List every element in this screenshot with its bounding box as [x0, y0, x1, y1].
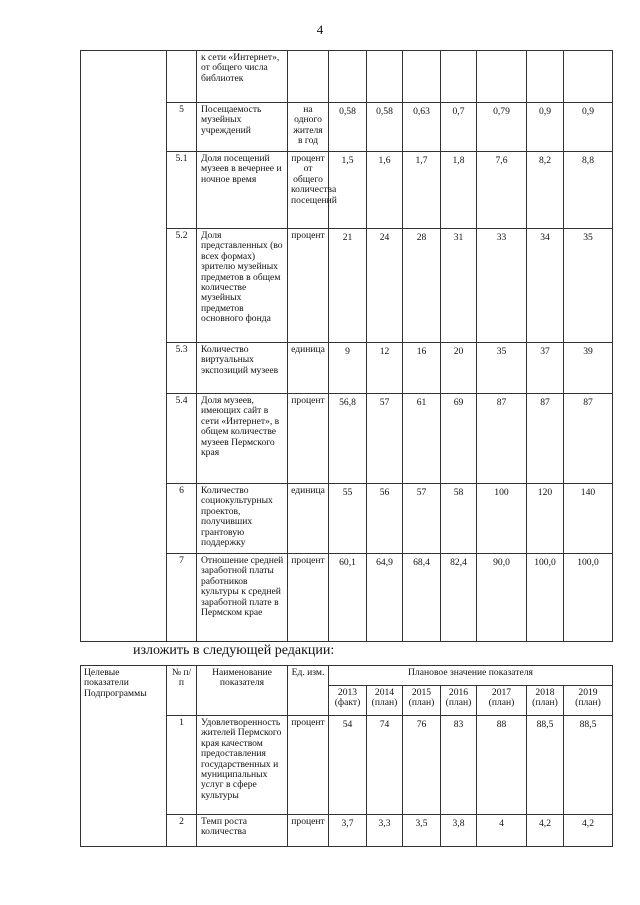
indicator-name: Темп роста количества — [197, 815, 288, 847]
value: 100,0 — [564, 554, 613, 642]
value: 61 — [403, 394, 441, 484]
value: 87 — [477, 394, 527, 484]
indicator-name: Доля представленных (во всех формах) зрителю музейных предметов в общем количестве музейных предметов основного фонда — [197, 229, 288, 343]
num-header: № п/п — [167, 666, 197, 716]
value — [527, 51, 564, 103]
value: 54 — [329, 716, 367, 815]
value: 4,2 — [527, 815, 564, 847]
value: 74 — [367, 716, 403, 815]
value: 55 — [329, 484, 367, 554]
year-header: 2016 (план) — [441, 686, 477, 716]
unit: процент — [288, 229, 329, 343]
row-num: 7 — [167, 554, 197, 642]
value — [403, 51, 441, 103]
indicator-name: Количество виртуальных экспозиций музеев — [197, 343, 288, 394]
amendment-caption: изложить в следующей редакции: — [133, 643, 335, 658]
indicators-table-new — [80, 665, 613, 847]
value: 24 — [367, 229, 403, 343]
value: 83 — [441, 716, 477, 815]
value: 0,9 — [527, 103, 564, 152]
value: 21 — [329, 229, 367, 343]
value: 100 — [477, 484, 527, 554]
page-number: 4 — [316, 22, 324, 37]
value — [367, 51, 403, 103]
value: 69 — [441, 394, 477, 484]
value: 35 — [564, 229, 613, 343]
name-header: Наименование показателя — [197, 666, 288, 716]
value: 39 — [564, 343, 613, 394]
row-num: 5.3 — [167, 343, 197, 394]
unit: процент — [288, 815, 329, 847]
value: 3,3 — [367, 815, 403, 847]
value: 3,8 — [441, 815, 477, 847]
row-num: 5.1 — [167, 152, 197, 229]
unit: единица — [288, 343, 329, 394]
value: 0,58 — [329, 103, 367, 152]
value: 56,8 — [329, 394, 367, 484]
year-header: 2015 (план) — [403, 686, 441, 716]
value: 1,7 — [403, 152, 441, 229]
indicator-name: Отношение средней заработной платы работников культуры к средней заработной плате в Пермском крае — [197, 554, 288, 642]
row-num: 5.2 — [167, 229, 197, 343]
value: 4,2 — [564, 815, 613, 847]
value: 57 — [367, 394, 403, 484]
row-num: 5 — [167, 103, 197, 152]
value: 7,6 — [477, 152, 527, 229]
goal-cell — [81, 51, 167, 642]
indicator-name: Доля посещений музеев в вечернее и ночное время — [197, 152, 288, 229]
value: 68,4 — [403, 554, 441, 642]
value: 1,8 — [441, 152, 477, 229]
value: 8,8 — [564, 152, 613, 229]
value — [477, 51, 527, 103]
value: 0,7 — [441, 103, 477, 152]
row-num: 1 — [167, 716, 197, 815]
indicator-name: Удовлетворенность жителей Пермского края качеством предоставления государственных и муниципальных услуг в сфере культуры — [197, 716, 288, 815]
value: 82,4 — [441, 554, 477, 642]
value: 87 — [564, 394, 613, 484]
row-num: 5.4 — [167, 394, 197, 484]
unit: процент — [288, 716, 329, 815]
year-header: 2014 (план) — [367, 686, 403, 716]
indicator-name: Посещаемость музейных учреждений — [197, 103, 288, 152]
unit: на одного жителя в год — [288, 103, 329, 152]
value: 57 — [403, 484, 441, 554]
value: 88 — [477, 716, 527, 815]
value: 87 — [527, 394, 564, 484]
value: 9 — [329, 343, 367, 394]
value: 1,6 — [367, 152, 403, 229]
row-num: 2 — [167, 815, 197, 847]
value: 28 — [403, 229, 441, 343]
value: 0,9 — [564, 103, 613, 152]
value: 90,0 — [477, 554, 527, 642]
value: 33 — [477, 229, 527, 343]
value: 31 — [441, 229, 477, 343]
unit: процент от общего количества посещений — [288, 152, 329, 229]
value: 37 — [527, 343, 564, 394]
goal-header: Целевые показатели Подпрограммы — [81, 666, 167, 847]
indicator-name: Доля музеев, имеющих сайт в сети «Интернет», в общем количестве музеев Пермского края — [197, 394, 288, 484]
unit: процент — [288, 554, 329, 642]
value: 35 — [477, 343, 527, 394]
unit: процент — [288, 394, 329, 484]
value: 0,79 — [477, 103, 527, 152]
value: 56 — [367, 484, 403, 554]
value: 60,1 — [329, 554, 367, 642]
indicators-table-old — [80, 50, 613, 642]
value: 76 — [403, 716, 441, 815]
value — [564, 51, 613, 103]
value: 0,58 — [367, 103, 403, 152]
value: 20 — [441, 343, 477, 394]
unit — [288, 51, 329, 103]
plan-header: Плановое значение показателя — [329, 666, 613, 686]
value: 120 — [527, 484, 564, 554]
year-header: 2019 (план) — [564, 686, 613, 716]
unit-header: Ед. изм. — [288, 666, 329, 716]
value: 4 — [477, 815, 527, 847]
row-num — [167, 51, 197, 103]
row-num: 6 — [167, 484, 197, 554]
value: 8,2 — [527, 152, 564, 229]
indicator-name: к сети «Интернет», от общего числа библиотек — [197, 51, 288, 103]
value: 88,5 — [564, 716, 613, 815]
value: 88,5 — [527, 716, 564, 815]
value: 3,5 — [403, 815, 441, 847]
value: 58 — [441, 484, 477, 554]
value: 34 — [527, 229, 564, 343]
year-header: 2017 (план) — [477, 686, 527, 716]
value: 0,63 — [403, 103, 441, 152]
year-header: 2013 (факт) — [329, 686, 367, 716]
indicator-name: Количество социокультурных проектов, получивших грантовую поддержку — [197, 484, 288, 554]
value: 3,7 — [329, 815, 367, 847]
value — [329, 51, 367, 103]
value: 100,0 — [527, 554, 564, 642]
unit: единица — [288, 484, 329, 554]
value: 140 — [564, 484, 613, 554]
value: 12 — [367, 343, 403, 394]
value — [441, 51, 477, 103]
value: 64,9 — [367, 554, 403, 642]
year-header: 2018 (план) — [527, 686, 564, 716]
value: 1,5 — [329, 152, 367, 229]
value: 16 — [403, 343, 441, 394]
